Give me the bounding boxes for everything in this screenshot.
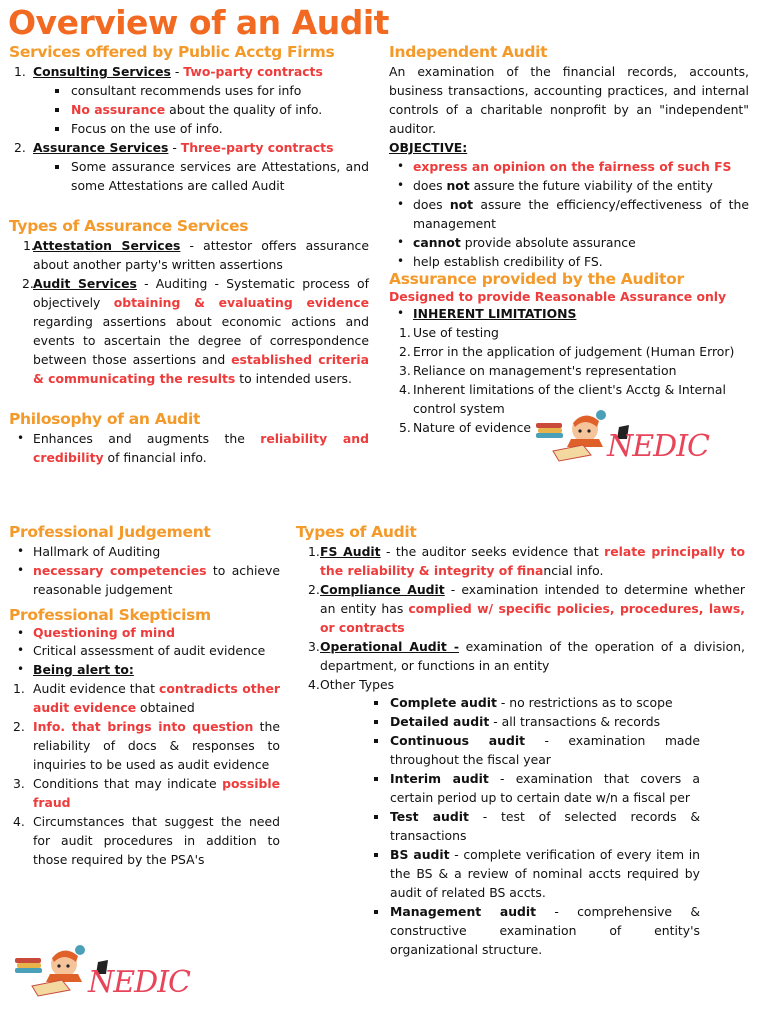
audit-type-label: BS audit — [390, 847, 450, 862]
list-item — [51, 100, 369, 119]
audit-type-label: Management audit — [390, 904, 537, 919]
skepticism-item — [9, 812, 280, 869]
list-item-text: examination of the operation of a division, department, or functions in an entity — [320, 639, 745, 673]
fs-audit-label: FS Audit — [320, 544, 381, 559]
list-item — [389, 195, 749, 233]
audit-type-desc: - complete verification of every item in the BS & a review of nominal accts required by audit of related BS accts. — [390, 847, 700, 900]
audit-type-label: Test audit — [390, 809, 469, 824]
list-item — [370, 731, 700, 769]
list-item-bold: cannot — [413, 235, 461, 250]
types-audit-item — [296, 675, 745, 694]
types-audit-heading: Types of Audit — [296, 523, 417, 541]
list-item-emphasis: complied w/ specific policies, procedures, laws, or contracts — [320, 601, 745, 635]
list-item-text: Reliance on management's representation — [413, 363, 677, 378]
services-section — [9, 42, 369, 195]
types-audit-item — [296, 542, 745, 580]
list-item-emphasis: possible fraud — [33, 776, 280, 810]
item-number: 1. — [308, 544, 320, 559]
list-item-text: does — [413, 197, 450, 212]
list-item — [51, 81, 369, 100]
skepticism-section — [9, 605, 280, 869]
list-item-emphasis: express an opinion on the fairness of such FS — [413, 159, 732, 174]
nedic-logo-text: NEDIC — [88, 965, 191, 1000]
attestation-desc: - attestor offers assurance about another party's written assertions — [33, 238, 369, 272]
item-number: 2. — [13, 719, 25, 734]
list-item — [389, 361, 749, 380]
list-item — [370, 902, 700, 959]
list-item — [370, 807, 700, 845]
list-item-emphasis: contradicts other audit evidence — [33, 681, 280, 715]
list-item-text: assure the efficiency/effectiveness of the management — [413, 197, 749, 231]
inherent-limitations-text: INHERENT LIMITATIONS — [413, 306, 577, 321]
list-item-text: the reliability of docs & responses to inquiries to be used as audit evidence — [33, 719, 280, 772]
assurance-item — [9, 138, 369, 157]
audit-type-desc: - all transactions & records — [489, 714, 661, 729]
list-item — [389, 157, 749, 176]
objective-label: OBJECTIVE: — [389, 140, 468, 155]
item-number: 2. — [308, 582, 320, 597]
audit-type-label: Interim audit — [390, 771, 489, 786]
audit-type-label: Continuous audit — [390, 733, 525, 748]
philosophy-heading: Philosophy of an Audit — [9, 410, 201, 428]
item-number: 3. — [13, 776, 25, 791]
skepticism-item — [9, 774, 280, 812]
list-item — [51, 157, 369, 195]
list-item-text: of financial info. — [103, 450, 207, 465]
operational-audit-label: Operational Audit - — [320, 639, 459, 654]
list-item-text: Other Types — [320, 677, 395, 692]
audit-services-desc: regarding assertions about economic actions and events to ascertain the degree of correspondence between those assertions and — [33, 314, 369, 367]
list-item — [389, 233, 749, 252]
audit-type-label: Complete audit — [390, 695, 497, 710]
audit-services-emphasis: established criteria & communicating the results — [33, 352, 369, 386]
item-number: 3. — [399, 363, 411, 378]
audit-services-text — [33, 274, 369, 388]
audit-type-desc: - comprehensive & constructive examination of entity's organizational structure. — [390, 904, 700, 957]
compliance-audit-label: Compliance Audit — [320, 582, 445, 597]
types-audit-section — [296, 522, 745, 959]
list-item-text: Nature of evidence — [413, 420, 532, 435]
audit-type-desc: - examination that covers a certain period up to certain date w/n a fiscal per — [390, 771, 700, 805]
assurance-label: Assurance Services — [33, 140, 169, 155]
skepticism-heading: Professional Skepticism — [9, 606, 211, 624]
item-number: 3. — [308, 639, 320, 654]
list-item — [9, 561, 280, 599]
inherent-limitations-label — [389, 304, 749, 323]
attestation-text — [33, 236, 369, 274]
judgement-heading: Professional Judgement — [9, 523, 211, 541]
item-number: 4. — [399, 382, 411, 397]
separator: - — [170, 64, 184, 79]
types-audit-item — [296, 637, 745, 675]
types-audit-item — [296, 580, 745, 637]
list-item — [9, 660, 280, 679]
other-types-list — [370, 693, 700, 959]
list-item — [9, 429, 369, 467]
audit-services-label: Audit Services — [33, 276, 137, 291]
list-item-text: Hallmark of Auditing — [33, 544, 161, 559]
assurance-provided-subheading: Designed to provide Reasonable Assurance only — [389, 289, 727, 304]
nedic-logo-text: NEDIC — [607, 429, 710, 464]
list-item-text: Error in the application of judgement (Human Error) — [413, 344, 735, 359]
philosophy-section — [9, 409, 369, 467]
list-item-emphasis: No assurance — [71, 102, 166, 117]
list-item-text: assure the future viability of the entity — [469, 178, 713, 193]
list-item-text: - examination intended to determine whether an entity has — [320, 582, 745, 616]
list-item-emphasis: relate principally to the reliability & integrity of fina — [320, 544, 745, 578]
list-item-emphasis: Info. that brings into question — [33, 719, 254, 734]
list-item-text: help establish credibility of FS. — [413, 254, 603, 269]
list-item-text: Critical assessment of audit evidence — [33, 643, 266, 658]
list-item-emphasis: reliability and credibility — [33, 431, 369, 465]
separator: - — [168, 140, 181, 155]
list-item — [9, 625, 280, 641]
list-item — [51, 119, 369, 138]
list-item-text: obtained — [136, 700, 195, 715]
consulting-contract: Two-party contracts — [183, 64, 323, 79]
list-item-text: Use of testing — [413, 325, 499, 340]
audit-services-desc: to intended users. — [235, 371, 352, 386]
item-number: 1. — [13, 681, 25, 696]
list-item-text: Conditions that may indicate — [33, 776, 223, 791]
list-item-text: provide absolute assurance — [460, 235, 636, 250]
item-number: 1. — [399, 325, 411, 340]
list-item-text: Audit evidence that — [33, 681, 159, 696]
consulting-label: Consulting Services — [33, 64, 171, 79]
list-item-bold: Being alert to: — [33, 662, 134, 677]
consulting-item — [9, 62, 369, 81]
item-number: 5. — [399, 420, 411, 435]
audit-services-emphasis: obtaining & evaluating evidence — [113, 295, 370, 310]
list-item-text: Focus on the use of info. — [71, 121, 223, 136]
list-item-text: Circumstances that suggest the need for audit procedures in addition to those required by the PSA's — [33, 814, 280, 867]
item-number: 2. — [399, 344, 411, 359]
list-item-text: about the quality of info. — [165, 102, 323, 117]
independent-description: An examination of the financial records, accounts, business transactions, accounting practices, and internal controls of a charitable nonprofit by an "independent" auditor. — [389, 64, 749, 136]
list-item-bold: not — [449, 197, 474, 212]
independent-audit-section — [389, 42, 749, 271]
types-assurance-heading: Types of Assurance Services — [9, 217, 249, 235]
list-item — [370, 712, 700, 731]
list-item-emphasis: Questioning of mind — [33, 625, 175, 640]
list-item — [389, 176, 749, 195]
independent-heading: Independent Audit — [389, 43, 548, 61]
assurance-provided-heading: Assurance provided by the Auditor — [389, 270, 684, 288]
page-title: Overview of an Audit — [8, 3, 389, 42]
audit-type-desc: - no restrictions as to scope — [496, 695, 673, 710]
list-item-text: to achieve reasonable judgement — [33, 563, 280, 597]
list-item — [9, 641, 280, 660]
list-item — [370, 693, 700, 712]
list-item-text: does — [413, 178, 447, 193]
item-number: 4. — [13, 814, 25, 829]
list-item-text: consultant recommends uses for info — [71, 83, 302, 98]
attestation-label: Attestation Services — [33, 238, 181, 253]
list-item — [9, 542, 280, 561]
audit-type-label: Detailed audit — [390, 714, 490, 729]
list-item-text: Some assurance services are Attestations, and some Attestations are called Audit — [71, 159, 369, 193]
list-item — [370, 769, 700, 807]
audit-type-desc: - test of selected records & transactions — [390, 809, 700, 843]
list-item-bold: not — [446, 178, 470, 193]
list-item — [389, 323, 749, 342]
list-item — [370, 845, 700, 902]
audit-type-desc: - examination made throughout the fiscal year — [390, 733, 700, 767]
list-item-emphasis: necessary competencies — [33, 563, 207, 578]
list-item — [389, 342, 749, 361]
assurance-contract: Three-party contracts — [180, 140, 334, 155]
list-item-text: - the auditor seeks evidence that — [380, 544, 605, 559]
item-number: 2. — [22, 276, 34, 291]
judgement-section — [9, 522, 280, 599]
audit-services-desc: - Auditing - Systematic process of objectively — [33, 276, 369, 310]
list-item-text: ncial info. — [543, 563, 604, 578]
skepticism-item — [9, 717, 280, 774]
skepticism-item — [9, 679, 280, 717]
list-item-text: Inherent limitations of the client's Acctg & Internal control system — [413, 382, 726, 416]
item-number: 1. — [14, 64, 26, 79]
list-item-text: Enhances and augments the — [33, 431, 261, 446]
item-number: 1. — [23, 238, 35, 253]
item-number: 4. — [308, 677, 320, 692]
item-number: 2. — [14, 140, 26, 155]
services-heading: Services offered by Public Acctg Firms — [9, 43, 335, 61]
